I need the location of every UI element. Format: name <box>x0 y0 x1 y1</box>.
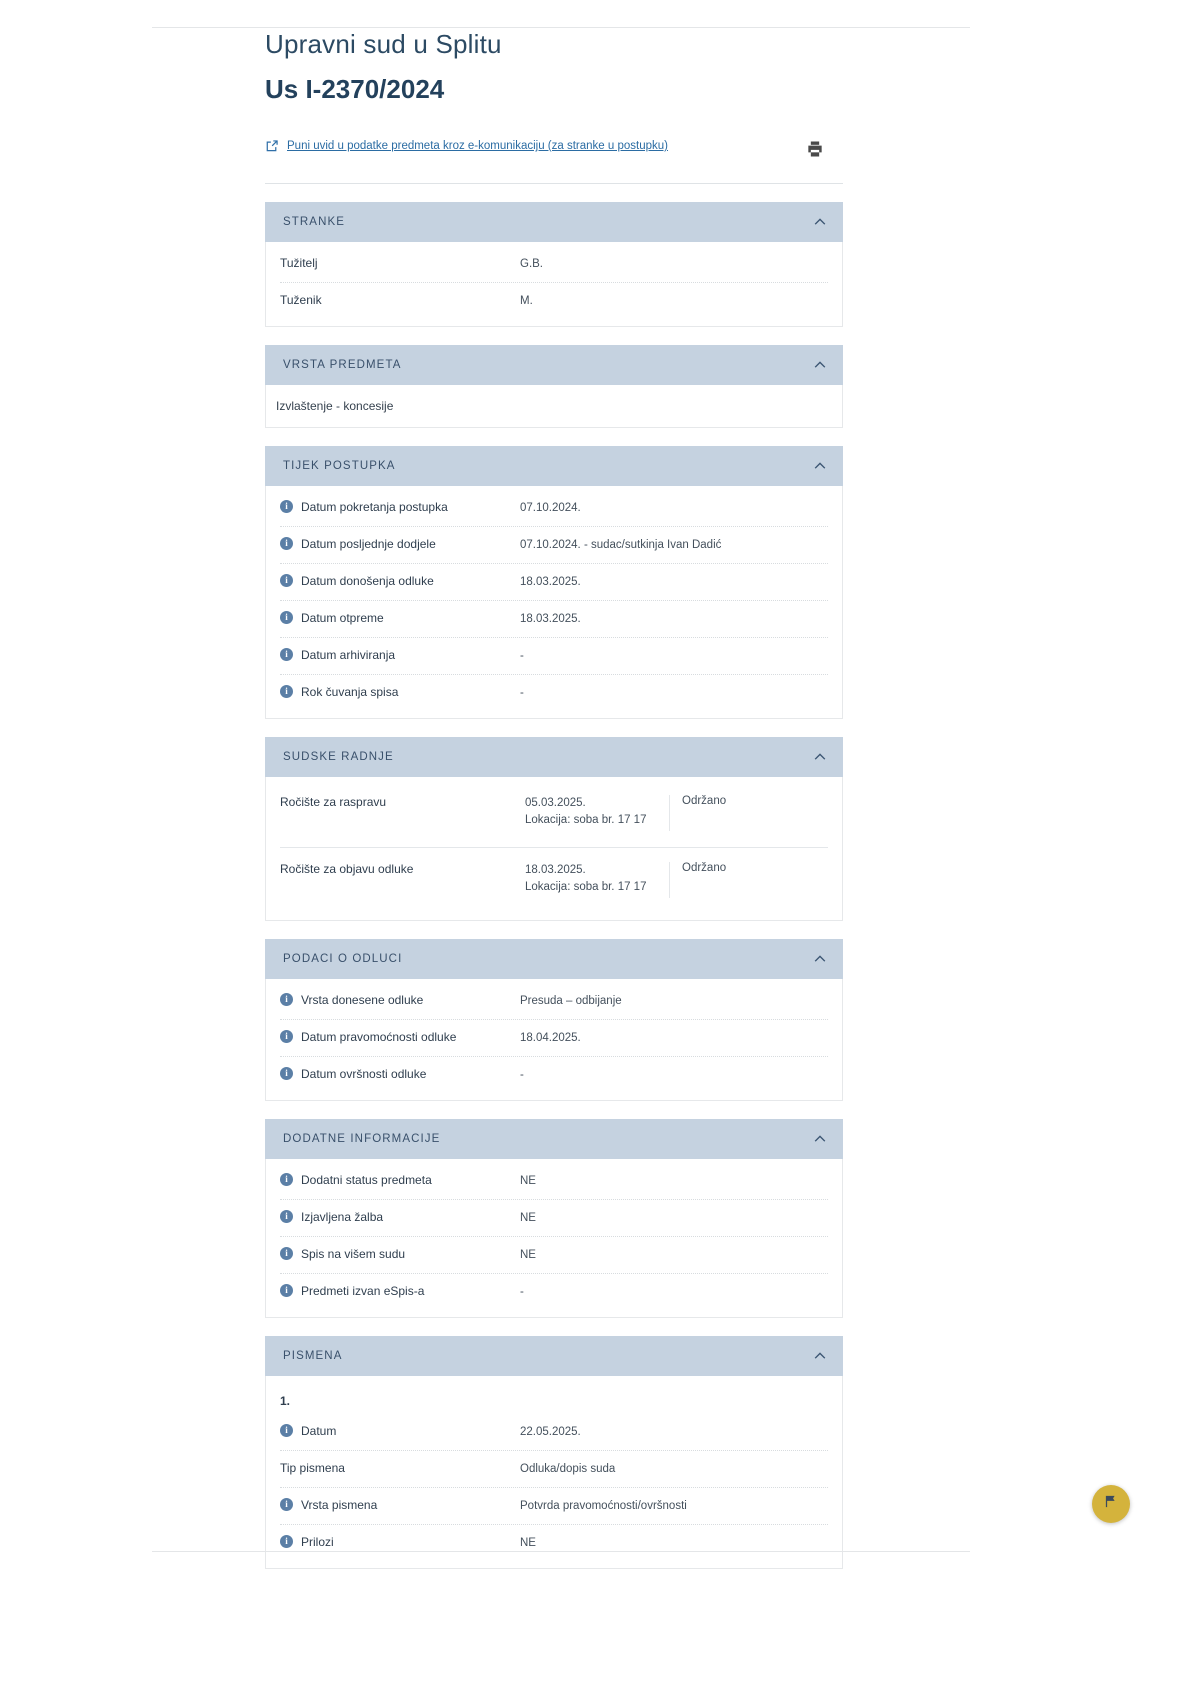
row-label: i Izjavljena žalba <box>280 1209 520 1225</box>
panel-documents-body <box>265 1376 843 1569</box>
row-value: G.B. <box>520 258 544 270</box>
row-value: 07.10.2024. <box>520 502 581 514</box>
chevron-up-icon[interactable] <box>813 358 827 372</box>
panel-additional-info-header[interactable] <box>265 1119 843 1159</box>
table-row <box>280 1020 828 1057</box>
info-icon[interactable]: i <box>280 1030 293 1043</box>
table-row <box>280 781 828 848</box>
panel-court-actions-body <box>265 777 843 921</box>
table-row <box>280 1237 828 1274</box>
row-label: Tip pismena <box>280 1461 345 1475</box>
print-icon[interactable] <box>805 139 825 159</box>
row-value: NE <box>520 1537 536 1549</box>
row-value: - <box>520 1286 524 1298</box>
table-row <box>280 527 828 564</box>
panel-case-type-title: VRSTA PREDMETA <box>283 359 402 371</box>
feedback-flag-button[interactable] <box>1092 1485 1130 1523</box>
panel-additional-info <box>265 1119 843 1318</box>
panel-parties-title: STRANKE <box>283 216 346 228</box>
row-label: i Datum <box>280 1423 520 1439</box>
chevron-up-icon[interactable] <box>813 1349 827 1363</box>
row-value: Odluka/dopis suda <box>520 1463 616 1475</box>
info-icon[interactable]: i <box>280 648 293 661</box>
hearing-status: Održano <box>682 795 727 807</box>
panel-decision-header[interactable] <box>265 939 843 979</box>
row-label: i Datum posljednje dodjele <box>280 536 520 552</box>
row-label: i Dodatni status predmeta <box>280 1172 520 1188</box>
ecommunication-link[interactable]: Puni uvid u podatke predmeta kroz e-komunikaciju (za stranke u postupku) <box>287 140 668 152</box>
header-divider <box>265 183 843 184</box>
table-row <box>280 283 828 320</box>
row-label: i Datum arhiviranja <box>280 647 520 663</box>
page-bottom-rule <box>152 1551 970 1552</box>
case-number: Us I-2370/2024 <box>265 73 445 104</box>
table-row <box>280 246 828 283</box>
row-value: 18.04.2025. <box>520 1032 581 1044</box>
row-value: 18.03.2025. <box>520 576 581 588</box>
panel-parties <box>265 202 843 327</box>
row-label: i Spis na višem sudu <box>280 1246 520 1262</box>
table-row <box>280 983 828 1020</box>
table-row <box>280 1200 828 1237</box>
row-value: - <box>520 687 524 699</box>
row-label: i Datum pravomoćnosti odluke <box>280 1029 520 1045</box>
panel-decision-body <box>265 979 843 1101</box>
table-row <box>280 675 828 712</box>
table-row <box>280 601 828 638</box>
row-label: i Vrsta pismena <box>280 1497 520 1513</box>
row-label: i Datum ovršnosti odluke <box>280 1066 520 1082</box>
row-value: NE <box>520 1175 536 1187</box>
table-row <box>280 490 828 527</box>
row-value: 22.05.2025. <box>520 1426 581 1438</box>
row-value: Presuda – odbijanje <box>520 995 622 1007</box>
table-row <box>280 848 828 914</box>
table-row <box>280 1525 828 1562</box>
panel-case-type <box>265 345 843 428</box>
panel-documents-header[interactable] <box>265 1336 843 1376</box>
info-icon[interactable]: i <box>280 537 293 550</box>
chevron-up-icon[interactable] <box>813 459 827 473</box>
hearing-name: Ročište za objavu odluke <box>280 862 414 876</box>
panel-decision <box>265 939 843 1101</box>
panel-case-type-header[interactable] <box>265 345 843 385</box>
info-icon[interactable]: i <box>280 500 293 513</box>
panel-case-type-body <box>265 385 843 428</box>
row-value: NE <box>520 1212 536 1224</box>
hearing-location: Lokacija: soba br. 17 17 <box>525 881 647 894</box>
info-icon[interactable]: i <box>280 1173 293 1186</box>
table-row <box>280 1057 828 1094</box>
panel-proceeding-body <box>265 486 843 719</box>
row-label: i Predmeti izvan eSpis-a <box>280 1283 520 1299</box>
info-icon[interactable]: i <box>280 993 293 1006</box>
table-row <box>280 1274 828 1311</box>
page-top-rule <box>152 27 970 28</box>
document-index: 1. <box>280 1394 291 1408</box>
table-row <box>280 564 828 601</box>
row-label: i Datum otpreme <box>280 610 520 626</box>
ecommunication-link-wrap[interactable] <box>265 139 668 154</box>
panel-parties-body <box>265 242 843 327</box>
info-icon[interactable]: i <box>280 1284 293 1297</box>
table-row <box>280 1414 828 1451</box>
panel-proceeding-title: TIJEK POSTUPKA <box>283 460 396 472</box>
info-icon[interactable]: i <box>280 1535 293 1548</box>
hearing-date-value: 18.03.2025. <box>525 864 586 876</box>
row-value: Potvrda pravomoćnosti/ovršnosti <box>520 1500 687 1512</box>
chevron-up-icon[interactable] <box>813 750 827 764</box>
panel-additional-info-title: DODATNE INFORMACIJE <box>283 1133 441 1145</box>
hearing-date <box>525 795 670 831</box>
info-icon[interactable]: i <box>280 1424 293 1437</box>
panel-documents <box>265 1336 843 1569</box>
panel-parties-header[interactable] <box>265 202 843 242</box>
info-icon[interactable]: i <box>280 1210 293 1223</box>
table-row <box>280 1163 828 1200</box>
row-label: i Vrsta donesene odluke <box>280 992 520 1008</box>
row-value: - <box>520 650 524 662</box>
row-label: i Rok čuvanja spisa <box>280 684 520 700</box>
actions-row <box>265 139 843 159</box>
hearing-name: Ročište za raspravu <box>280 795 387 809</box>
panel-court-actions <box>265 737 843 921</box>
hearing-date <box>525 862 670 898</box>
row-value: M. <box>520 295 533 307</box>
info-icon[interactable]: i <box>280 611 293 624</box>
hearing-status: Održano <box>682 862 727 874</box>
info-icon[interactable]: i <box>280 1247 293 1260</box>
hearing-location: Lokacija: soba br. 17 17 <box>525 814 647 827</box>
panel-court-actions-header[interactable] <box>265 737 843 777</box>
chevron-up-icon[interactable] <box>813 1132 827 1146</box>
row-label: Tužitelj <box>280 256 318 270</box>
row-value: 07.10.2024. - sudac/sutkinja Ivan Dadić <box>520 539 722 551</box>
row-label: Tuženik <box>280 293 322 307</box>
chevron-up-icon[interactable] <box>813 952 827 966</box>
info-icon[interactable]: i <box>280 1498 293 1511</box>
court-name: Upravni sud u Splitu <box>265 29 502 59</box>
row-label: i Datum donošenja odluke <box>280 573 520 589</box>
table-row <box>280 1451 828 1488</box>
row-value: 18.03.2025. <box>520 613 581 625</box>
table-row <box>280 1488 828 1525</box>
panel-documents-title: PISMENA <box>283 1350 343 1362</box>
info-icon[interactable]: i <box>280 574 293 587</box>
chevron-up-icon[interactable] <box>813 215 827 229</box>
case-type-value: Izvlaštenje - koncesije <box>276 399 394 413</box>
panel-proceeding <box>265 446 843 719</box>
panel-decision-title: PODACI O ODLUCI <box>283 953 403 965</box>
info-icon[interactable]: i <box>280 1067 293 1080</box>
row-value: - <box>520 1069 524 1081</box>
hearing-date-value: 05.03.2025. <box>525 797 586 809</box>
info-icon[interactable]: i <box>280 685 293 698</box>
panel-additional-info-body <box>265 1159 843 1318</box>
external-link-icon <box>265 139 279 153</box>
row-label: i Prilozi <box>280 1534 520 1550</box>
panel-court-actions-title: SUDSKE RADNJE <box>283 751 394 763</box>
flag-icon <box>1104 1494 1119 1514</box>
panel-proceeding-header[interactable] <box>265 446 843 486</box>
row-value: NE <box>520 1249 536 1261</box>
table-row <box>280 638 828 675</box>
row-label: i Datum pokretanja postupka <box>280 499 520 515</box>
